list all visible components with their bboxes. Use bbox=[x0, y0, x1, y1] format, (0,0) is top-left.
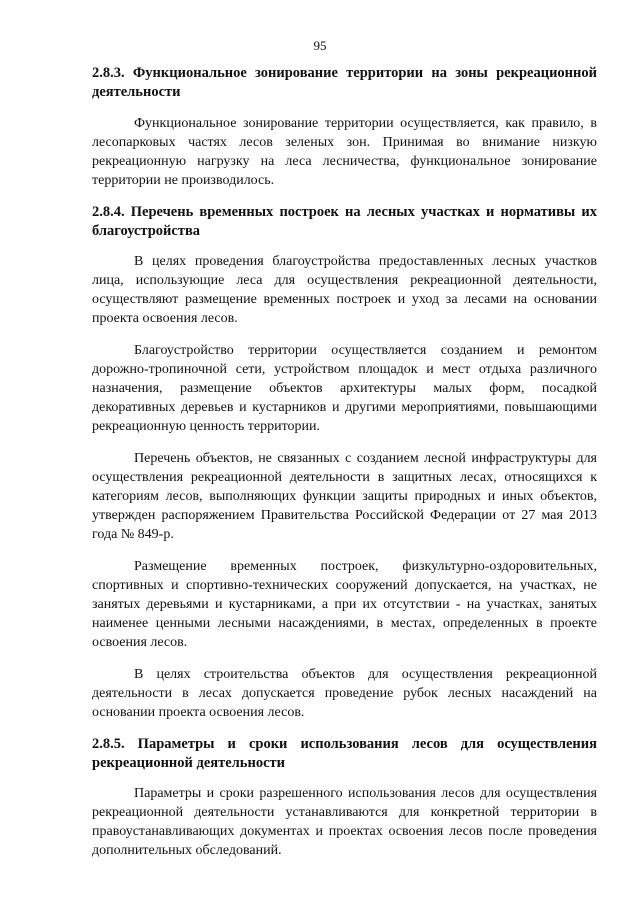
paragraph: В целях проведения благоустройства предоставленных лесных участков лица, использующие леса для осуществления рекреационной деятельности, осуществляют размещение временных построек и уход за лесами на основании проекта освоения лесов. bbox=[92, 254, 597, 326]
paragraph: Параметры и сроки разрешенного использования лесов для осуществления рекреационной деятельности устанавливаются для конкретной территории в правоустанавливающих документах и проектах освоения лесов после проведения дополнительных обследований. bbox=[92, 786, 597, 858]
paragraph: Перечень объектов, не связанных с созданием лесной инфраструктуры для осуществления рекреационной деятельности в защитных лесах, относящихся к категориям лесов, выполняющих функции защиты природных и иных объектов, утвержден распоряжением Правительства Российской Федерации от 27 мая 2013 года № 849-р. bbox=[92, 451, 597, 542]
paragraph: Размещение временных построек, физкультурно-оздоровительных, спортивных и спортивно-технических сооружений допускается, на участках, не занятых деревьями и кустарниками, а при их отсутствии - на участках, занятых наименее ценными лесными насаждениями, в местах, определенных в проекте освоения лесов. bbox=[92, 559, 597, 650]
paragraph: Функциональное зонирование территории осуществляется, как правило, в лесопарковых частях лесов зеленых зон. Принимая во внимание низкую рекреационную нагрузку на леса лесничества, функциональное зонирование территории не производилось. bbox=[92, 116, 597, 188]
paragraph: В целях строительства объектов для осуществления рекреационной деятельности в лесах допускается проведение рубок лесных насаждений на основании проекта освоения лесов. bbox=[92, 667, 597, 720]
section-heading: 2.8.3. Функциональное зонирование территории на зоны рекреационной деятельности bbox=[92, 65, 597, 100]
section-2-8-4 bbox=[92, 203, 597, 722]
section-heading: 2.8.4. Перечень временных построек на лесных участках и нормативы их благоустройства bbox=[92, 204, 597, 239]
paragraph: Благоустройство территории осуществляется созданием и ремонтом дорожно-тропиночной сети, устройством площадок и мест отдыха различного назначения, размещение объектов архитектуры малых форм, посадкой декоративных деревьев и кустарников и другими мероприятиями, повышающими рекреационную ценность территории. bbox=[92, 343, 597, 434]
section-2-8-3 bbox=[92, 64, 597, 190]
page-number: 95 bbox=[313, 38, 327, 53]
section-2-8-5 bbox=[92, 735, 597, 860]
section-heading: 2.8.5. Параметры и сроки использования лесов для осуществления рекреационной деятельности bbox=[92, 736, 597, 771]
document-body bbox=[92, 64, 597, 873]
